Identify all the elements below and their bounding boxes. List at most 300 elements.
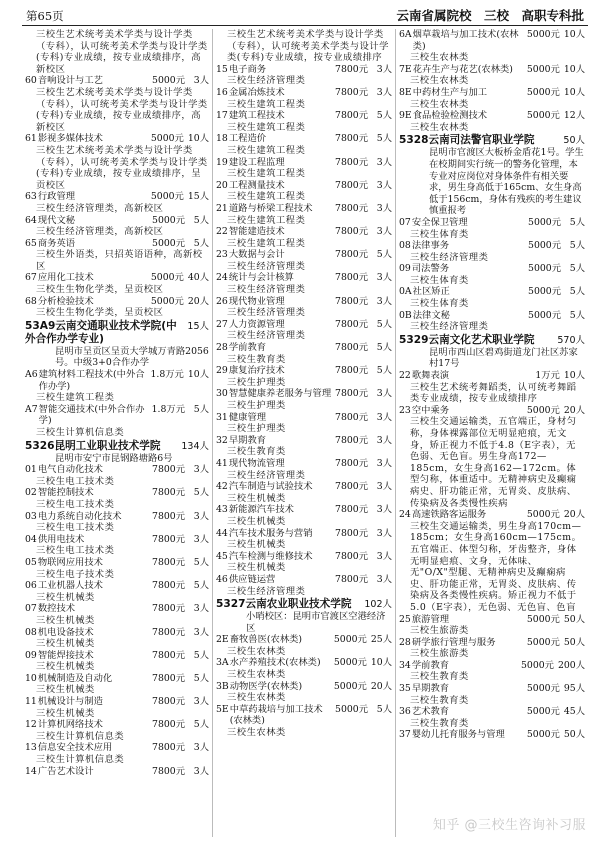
enrollment-quota: 3人 — [193, 510, 209, 522]
major-name: 智能交通技术(中外合作办学) — [38, 403, 145, 427]
tuition-fee: 7800元 — [152, 742, 185, 754]
major-code: 60 — [25, 75, 37, 87]
major-name: 行政管理 — [37, 191, 76, 203]
major-code: 31 — [216, 411, 228, 423]
enrollment-quota: 20人 — [187, 295, 209, 307]
major-row — [25, 404, 209, 427]
major-row — [216, 157, 392, 169]
major-code: 14 — [25, 765, 37, 777]
major-name: 广告艺术设计 — [37, 765, 94, 777]
major-note: 三校生交通运输类，男生身高170cm—185cm；女生身高160cm—175cm。五官端正、体型匀称，牙齿整齐，身体无明显疤痕、文身，无体味、无"O/X"型腿、无精神病史及癫痫病史、肝功能正常，无胃炎、皮肤病、传染病及各类慢性疾病。矫正视力不低于5.0（E字表），无色弱、无色盲、色盲 — [410, 520, 582, 613]
school-address: 昆明市安宁市昆钢路塘路6号 — [55, 452, 173, 464]
major-code: 01 — [25, 464, 37, 476]
major-row — [399, 637, 585, 649]
major-note: 三校生机械类 — [36, 614, 95, 626]
tuition-fee: 7800元 — [335, 573, 368, 585]
enrollment-quota: 5人 — [193, 672, 209, 684]
major-row — [25, 719, 209, 731]
enrollment-quota: 12人 — [563, 110, 585, 122]
major-row — [25, 580, 209, 592]
major-note: 三校生机械类 — [36, 684, 95, 696]
school-heading — [399, 134, 585, 147]
enrollment-quota: 5人 — [193, 214, 209, 226]
tuition-fee: 5000元 — [528, 216, 561, 228]
major-code: 46 — [216, 573, 228, 585]
major-name: 大数据与会计 — [228, 249, 285, 261]
major-row — [399, 110, 585, 122]
school-name: 5328云南司法警官职业学院 — [399, 134, 535, 147]
major-name: 花卉生产与花艺(农林类) — [412, 63, 513, 75]
major-code: 6A — [399, 29, 412, 40]
major-row — [216, 272, 392, 284]
major-name: 研学旅行管理与服务 — [411, 636, 496, 648]
major-row — [399, 87, 585, 99]
major-note: 三校生电工技术类 — [36, 475, 115, 487]
major-code: 10 — [25, 672, 37, 684]
tuition-fee: 7800元 — [152, 626, 185, 638]
major-code: 0B — [399, 309, 412, 321]
enrollment-quota: 5人 — [376, 110, 392, 122]
enrollment-quota: 5人 — [569, 263, 585, 275]
page-title: 云南省属院校 三校 高职专科批 — [396, 8, 584, 23]
enrollment-quota: 3人 — [376, 481, 392, 493]
major-name: 供用电技术 — [37, 533, 85, 545]
major-code: 65 — [25, 237, 37, 249]
major-row — [399, 240, 585, 252]
tuition-fee: 5000元 — [528, 240, 561, 252]
tuition-fee: 5000元 — [528, 263, 561, 275]
major-code: 22 — [399, 370, 411, 382]
column-1 — [22, 29, 212, 837]
tuition-fee: 7800元 — [152, 603, 185, 615]
school-address: 小哨校区：昆明市官渡区空港经济区 — [246, 611, 386, 634]
major-note: 三校生农林类 — [227, 727, 286, 739]
enrollment-quota: 10人 — [563, 370, 585, 382]
tuition-fee: 7800元 — [335, 318, 368, 330]
tuition-fee: 7800元 — [152, 696, 185, 708]
major-row — [25, 215, 209, 227]
enrollment-quota: 5人 — [376, 249, 392, 261]
major-note: 三校生电工技术类 — [36, 522, 115, 534]
major-note: 三校生护理类 — [227, 376, 286, 388]
major-code: 13 — [25, 742, 37, 754]
major-name: 建设工程监理 — [228, 156, 285, 168]
major-name: 商务英语 — [37, 237, 76, 249]
enrollment-quota: 20人 — [563, 404, 585, 416]
tuition-fee: 5000元 — [150, 133, 184, 145]
major-code: 04 — [25, 533, 37, 545]
tuition-fee: 7800元 — [152, 487, 185, 499]
tuition-fee: 5000元 — [526, 683, 560, 695]
tuition-fee: 5000元 — [152, 75, 185, 87]
major-code: 23 — [399, 404, 411, 416]
major-note: 三校生机械类 — [36, 638, 95, 650]
major-note: 三校生建筑工程类 — [227, 214, 306, 226]
major-code: 44 — [216, 527, 228, 539]
major-row — [399, 660, 585, 672]
major-note: 三校生护理类 — [227, 423, 286, 435]
tuition-fee: 5000元 — [526, 29, 560, 40]
major-name: 建筑材料工程技术(中外合作办学) — [38, 369, 145, 392]
major-row — [399, 286, 585, 298]
major-note: 三校生经济管理类，高新校区 — [36, 202, 164, 214]
enrollment-quota: 50人 — [563, 729, 585, 741]
major-row — [216, 87, 392, 99]
major-note: 三校生教育类 — [410, 671, 469, 683]
tuition-fee: 7800元 — [335, 411, 368, 423]
major-row — [25, 75, 209, 87]
major-row — [25, 766, 209, 778]
enrollment-quota: 5人 — [193, 649, 209, 661]
major-name: 康复治疗技术 — [228, 365, 285, 377]
school-heading — [25, 320, 209, 346]
major-note: 三校生旅游类 — [410, 648, 469, 660]
major-code: 28 — [399, 636, 411, 648]
major-note: 三校生建筑工程类 — [227, 98, 306, 110]
school-name: 5327云南农业职业技术学院 — [216, 598, 352, 611]
major-row — [399, 509, 585, 521]
major-name: 供应链运营 — [228, 573, 276, 585]
enrollment-quota: 5人 — [569, 286, 585, 298]
enrollment-quota: 3人 — [193, 765, 209, 777]
major-name: 机械制造及自动化 — [37, 672, 113, 684]
major-name: 畜牧兽医(农林类) — [229, 634, 303, 646]
major-row — [25, 369, 209, 392]
enrollment-quota: 3人 — [376, 504, 392, 516]
major-name: 工程测量技术 — [228, 179, 285, 191]
tuition-fee: 5000元 — [526, 86, 560, 98]
major-note: 三校生外语类，只招英语语种，高新校区 — [36, 249, 203, 272]
major-note: 三校生建筑工程类 — [227, 144, 306, 156]
major-name: 空中乘务 — [411, 404, 450, 416]
tuition-fee: 5000元 — [528, 286, 561, 298]
major-note: 三校生生物化学类，呈贡校区 — [36, 307, 164, 319]
major-code: 22 — [216, 226, 228, 238]
enrollment-quota: 15人 — [187, 191, 209, 203]
major-code: 18 — [216, 133, 228, 145]
major-row — [216, 551, 392, 563]
major-note: 三校生机械类 — [227, 515, 286, 527]
major-row — [216, 342, 392, 354]
major-row — [216, 634, 392, 646]
major-note: 三校生农林类 — [227, 645, 286, 657]
major-note: 三校生农林类 — [410, 75, 469, 87]
major-code: 09 — [399, 263, 411, 275]
major-note: 三校生建筑工程类 — [227, 191, 306, 203]
major-name: 新能源汽车技术 — [228, 504, 294, 516]
enrollment-quota: 3人 — [376, 63, 392, 75]
tuition-fee: 5000元 — [333, 657, 367, 669]
enrollment-quota: 5人 — [569, 309, 585, 321]
page-number: 第65页 — [26, 9, 64, 23]
major-name: 工程造价 — [228, 133, 267, 145]
major-name: 机械设计与制造 — [37, 696, 103, 708]
major-code: 34 — [399, 659, 411, 671]
enrollment-quota: 5人 — [569, 216, 585, 228]
major-note: 三校生电工技术类 — [36, 498, 115, 510]
tuition-fee: 5000元 — [150, 272, 184, 284]
major-name: 早期教育 — [228, 434, 267, 446]
major-code: 68 — [25, 295, 37, 307]
major-row — [399, 64, 585, 76]
tuition-fee: 5000元 — [526, 706, 560, 718]
major-name: 法律事务 — [411, 240, 450, 252]
major-code: 09 — [25, 649, 37, 661]
tuition-fee: 7800元 — [335, 550, 368, 562]
major-row — [25, 603, 209, 615]
major-row — [216, 319, 392, 331]
major-name: 水产养殖技术(农林类) — [229, 657, 321, 669]
enrollment-quota: 20人 — [370, 680, 392, 692]
major-code: 32 — [216, 434, 228, 446]
major-name: 道路与桥梁工程技术 — [228, 202, 313, 214]
major-row — [216, 681, 392, 693]
major-name: 人力资源管理 — [228, 318, 285, 330]
major-code: 3B — [216, 680, 229, 692]
major-row — [25, 627, 209, 639]
enrollment-quota: 25人 — [370, 634, 392, 646]
tuition-fee: 5000元 — [152, 214, 185, 226]
enrollment-quota: 5人 — [193, 580, 209, 592]
major-name: 法律文秘 — [412, 309, 450, 321]
school-address: 昆明市呈贡区呈贡大学城万青路2056号。中级3+0合作办学 — [55, 345, 209, 369]
major-name: 金属冶炼技术 — [228, 86, 285, 98]
major-note: 三校生计算机信息类 — [36, 754, 125, 766]
enrollment-quota: 50人 — [563, 636, 585, 648]
major-note: 三校生机械类 — [36, 707, 95, 719]
major-name: 机电设备技术 — [37, 626, 94, 638]
enrollment-quota: 3人 — [376, 550, 392, 562]
major-code: 16 — [216, 86, 228, 98]
major-name: 学前教育 — [411, 659, 450, 671]
major-note: 三校生建筑工程类 — [36, 392, 115, 404]
tuition-fee: 5000元 — [333, 634, 367, 646]
major-note: 三校生农林类 — [227, 692, 286, 704]
enrollment-quota: 20人 — [563, 509, 585, 521]
tuition-fee: 7800元 — [335, 481, 368, 493]
major-row — [216, 481, 392, 493]
tuition-fee: 7800元 — [335, 249, 368, 261]
major-row — [25, 464, 209, 476]
major-row — [216, 657, 392, 669]
major-note: 三校生经济管理类 — [227, 260, 306, 272]
school-quota: 134人 — [181, 440, 209, 452]
enrollment-quota: 3人 — [376, 527, 392, 539]
enrollment-quota: 3人 — [376, 179, 392, 191]
major-note: 三校生农林类 — [410, 52, 469, 64]
major-row — [399, 729, 585, 741]
major-row — [216, 64, 392, 76]
major-row — [216, 110, 392, 122]
major-note: 三校生经济管理类 — [227, 307, 306, 319]
tuition-fee: 5000元 — [526, 63, 560, 75]
major-code: 07 — [25, 603, 37, 615]
major-note: 三校生艺术统考美术学类与设计学类（专科），认可统考美术学类与设计学类(专科)专业成绩，按专业成绩排序，高新校区 — [36, 86, 208, 133]
enrollment-quota: 3人 — [376, 457, 392, 469]
major-name: 数控技术 — [37, 603, 76, 615]
tuition-fee: 7800元 — [335, 179, 368, 191]
tuition-fee: 5000元 — [526, 636, 560, 648]
major-name: 现代物流管理 — [228, 457, 285, 469]
major-name: 汽车检测与维修技术 — [228, 550, 313, 562]
major-name: 应用化工技术 — [37, 272, 94, 284]
enrollment-quota: 3人 — [376, 573, 392, 585]
major-code: 06 — [25, 580, 37, 592]
enrollment-quota: 10人 — [187, 369, 209, 381]
major-note: 三校生农林类 — [410, 98, 469, 110]
enrollment-quota: 3人 — [376, 272, 392, 284]
major-note: 三校生农林类 — [410, 121, 469, 133]
major-name: 物联网应用技术 — [37, 556, 103, 568]
major-code: 2E — [216, 634, 229, 646]
major-name: 电子商务 — [228, 63, 267, 75]
major-row — [25, 272, 209, 284]
major-name: 智慧健康养老服务与管理 — [228, 388, 332, 400]
major-code: 20 — [216, 179, 228, 191]
major-row — [399, 29, 585, 52]
major-code: A7 — [25, 403, 38, 415]
tuition-fee: 1.8万元 — [151, 403, 185, 415]
major-row — [216, 528, 392, 540]
major-note: 三校生建筑工程类 — [227, 121, 306, 133]
major-code: 7E — [399, 63, 412, 75]
tuition-fee: 7800元 — [152, 510, 185, 522]
major-code: 29 — [216, 365, 228, 377]
tuition-fee: 5000元 — [528, 309, 561, 321]
watermark: 知乎 @三校生咨询补习服 — [432, 818, 586, 833]
major-row — [25, 511, 209, 523]
enrollment-quota: 40人 — [187, 272, 209, 284]
major-note: 三校生机械类 — [227, 492, 286, 504]
tuition-fee: 5000元 — [150, 191, 184, 203]
major-name: 早期教育 — [411, 683, 450, 695]
major-code: 17 — [216, 110, 228, 122]
major-code: 24 — [216, 272, 228, 284]
major-code: 12 — [25, 719, 37, 731]
major-row — [399, 405, 585, 417]
tuition-fee: 1.8万元 — [150, 369, 184, 381]
major-row — [216, 180, 392, 192]
tuition-fee: 5000元 — [526, 729, 560, 741]
school-quota: 102人 — [364, 599, 392, 611]
major-name: 分析检验技术 — [37, 295, 94, 307]
tuition-fee: 7800元 — [335, 342, 368, 354]
major-note: 三校生机械类 — [227, 539, 286, 551]
enrollment-quota: 5人 — [193, 403, 209, 415]
enrollment-quota: 10人 — [370, 657, 392, 669]
school-address: 昆明市官渡区大板桥金盾花1号。学生在校期间实行统一的警务化管理，本专业对应岗位对身体条件有相关要求，男生身高低于165cm、女生身高低于156cm，身体有残疾的考生建议慎重报考 — [429, 147, 584, 217]
enrollment-quota: 5人 — [376, 365, 392, 377]
major-row — [25, 650, 209, 662]
major-row — [25, 238, 209, 250]
major-name: 音响设计与工艺 — [37, 75, 103, 87]
school-heading — [399, 334, 585, 347]
enrollment-quota: 5人 — [193, 237, 209, 249]
major-note: 三校生经济管理类 — [410, 251, 489, 263]
enrollment-quota: 45人 — [563, 706, 585, 718]
major-row — [25, 696, 209, 708]
major-code: 05 — [25, 556, 37, 568]
major-code: 3A — [216, 657, 229, 669]
major-code: 35 — [399, 683, 411, 695]
major-note: 三校生体育类 — [410, 228, 469, 240]
major-name: 高速铁路客运服务 — [411, 509, 487, 521]
enrollment-quota: 5人 — [376, 703, 392, 715]
major-note: 三校生经济管理类 — [227, 75, 306, 87]
tuition-fee: 5000元 — [150, 295, 184, 307]
major-name: 智能控制技术 — [37, 487, 94, 499]
major-name: 司法警务 — [411, 263, 450, 275]
major-row — [399, 370, 585, 382]
major-row — [25, 534, 209, 546]
enrollment-quota: 95人 — [563, 683, 585, 695]
major-note: 三校生体育类 — [410, 274, 469, 286]
tuition-fee: 7800元 — [335, 110, 368, 122]
major-code: 45 — [216, 550, 228, 562]
tuition-fee: 7800元 — [335, 133, 368, 145]
column-2 — [212, 29, 395, 837]
major-name: 烟草栽培与加工技术(农林类) — [412, 29, 519, 52]
tuition-fee: 7800元 — [335, 457, 368, 469]
tuition-fee: 1万元 — [535, 370, 560, 382]
enrollment-quota: 3人 — [376, 295, 392, 307]
column-3 — [395, 29, 588, 837]
major-note: 三校生机械类 — [36, 661, 95, 673]
major-row — [399, 310, 585, 322]
tuition-fee: 5000元 — [333, 680, 367, 692]
major-name: 现代物业管理 — [228, 295, 285, 307]
major-code: 24 — [399, 509, 411, 521]
tuition-fee: 7800元 — [335, 388, 368, 400]
major-code: 0A — [399, 286, 412, 298]
major-row — [216, 226, 392, 238]
major-name: 社区矫正 — [412, 286, 450, 298]
enrollment-quota: 10人 — [563, 29, 585, 40]
enrollment-quota: 3人 — [376, 202, 392, 214]
page-header — [22, 6, 588, 26]
major-name: 计算机网络技术 — [37, 719, 103, 731]
major-note: 三校生经济管理类 — [227, 330, 306, 342]
major-name: 汽车技术服务与营销 — [228, 527, 313, 539]
major-row — [216, 249, 392, 261]
enrollment-quota: 5人 — [193, 556, 209, 568]
tuition-fee: 7800元 — [335, 504, 368, 516]
major-row — [399, 263, 585, 275]
enrollment-quota: 3人 — [193, 603, 209, 615]
tuition-fee: 7800元 — [152, 580, 185, 592]
major-name: 旅游管理 — [411, 613, 450, 625]
enrollment-quota: 5人 — [376, 342, 392, 354]
major-name: 工业机器人技术 — [37, 580, 103, 592]
enrollment-quota: 3人 — [193, 464, 209, 476]
major-code: 08 — [399, 240, 411, 252]
tuition-fee: 5000元 — [335, 703, 368, 715]
major-code: 03 — [25, 510, 37, 522]
major-code: 11 — [25, 696, 37, 708]
school-name: 53A9云南交通职业技术学院(中外合作办学专业) — [25, 319, 177, 345]
enrollment-quota: 5人 — [376, 133, 392, 145]
major-row — [25, 557, 209, 569]
major-code: 02 — [25, 487, 37, 499]
major-code: 08 — [25, 626, 37, 638]
major-code: 30 — [216, 388, 228, 400]
columns — [22, 29, 588, 837]
major-name: 统计与会计核算 — [228, 272, 294, 284]
major-name: 食品检验检测技术 — [412, 110, 488, 122]
major-code: 28 — [216, 342, 228, 354]
major-code: 15 — [216, 63, 228, 75]
major-code: 19 — [216, 156, 228, 168]
